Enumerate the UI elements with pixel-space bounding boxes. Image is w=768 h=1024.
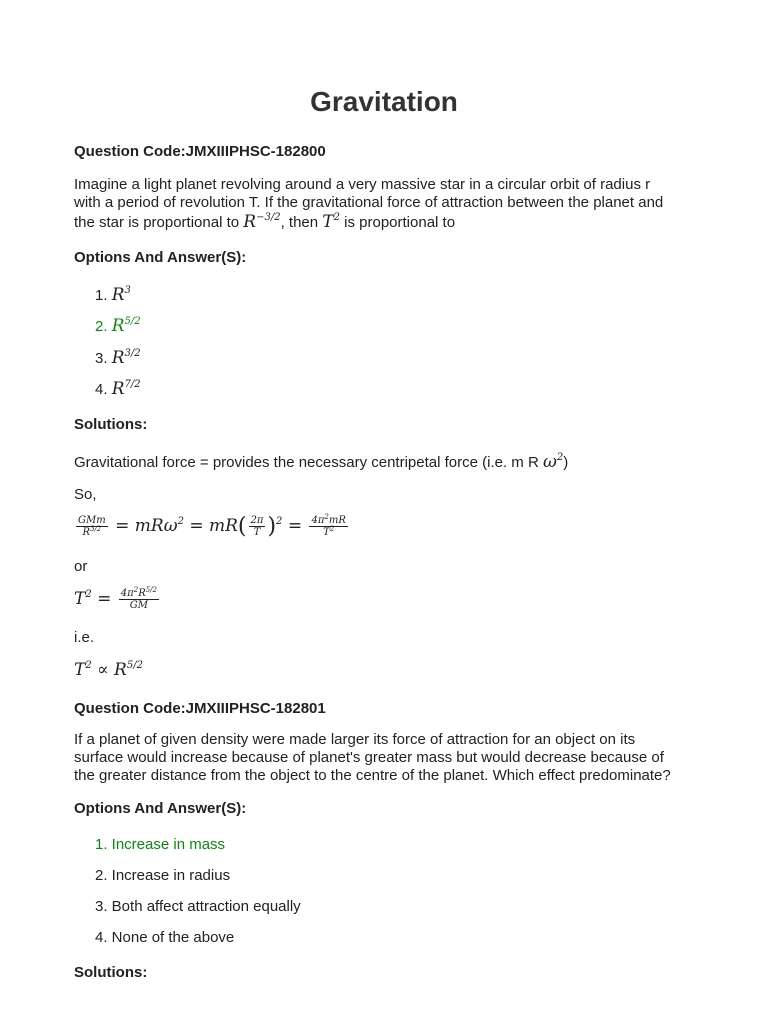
question-2-line-3: the greater distance from the object to the centre of the planet. Which effect predominate? bbox=[74, 767, 671, 784]
solution-ie: i.e. bbox=[74, 629, 95, 646]
formula-r-power: $R^{-3/2}$ bbox=[243, 212, 281, 232]
question-2-text bbox=[74, 731, 704, 785]
question-1-line-3-post: is proportional to bbox=[339, 214, 456, 231]
option-exponent: 7/2 bbox=[124, 379, 141, 390]
option-number: 3. bbox=[95, 350, 108, 367]
question-1-text bbox=[74, 176, 704, 232]
option-3: 3. Both affect attraction equally bbox=[95, 898, 301, 915]
question-code-1: Question Code:JMXIIIPHSC-182800 bbox=[74, 143, 326, 160]
formula-t-squared: $T^2$ bbox=[322, 212, 340, 232]
option-3 bbox=[95, 348, 141, 368]
option-1 bbox=[95, 285, 131, 305]
option-base: R bbox=[111, 379, 125, 399]
question-1-line-1: Imagine a light planet revolving around a very massive star in a circular orbit of radius r bbox=[74, 176, 651, 193]
solution-line-1: Gravitational force = provides the necessary centripetal force (i.e. m R $\omega^2$) bbox=[74, 452, 569, 472]
option-4 bbox=[95, 379, 141, 399]
question-1-line-3 bbox=[74, 213, 704, 232]
option-2: 2. Increase in radius bbox=[95, 867, 231, 884]
option-exponent: 5/2 bbox=[124, 316, 141, 327]
solution-so: So, bbox=[74, 486, 97, 503]
options-heading-1: Options And Answer(S): bbox=[74, 249, 247, 266]
equation-t-squared: $T^2$ = $\frac{4\pi^2R^{5/2}}{GM}$ bbox=[74, 586, 157, 611]
options-heading-2: Options And Answer(S): bbox=[74, 800, 247, 817]
question-2-line-2: surface would increase because of planet's greater mass but would decrease because of bbox=[74, 749, 664, 766]
option-number: 1. bbox=[95, 287, 108, 304]
option-base: R bbox=[111, 348, 125, 368]
question-code-2: Question Code:JMXIIIPHSC-182801 bbox=[74, 700, 326, 717]
option-number: 4. bbox=[95, 381, 108, 398]
option-2-correct bbox=[95, 316, 141, 336]
question-1-line-3-pre: the star is proportional to bbox=[74, 214, 244, 231]
option-number: 2. bbox=[95, 318, 108, 335]
equation-force-balance: $\frac{\text{GMm}}{R^{3/2}}$ = mRω$^2$ = mR( $\frac{2\pi}{T}$ )$^2$ = $\frac{4\pi^2mR}{T^2}$ bbox=[78, 513, 346, 539]
option-4: 4. None of the above bbox=[95, 929, 235, 946]
option-base: R bbox=[111, 316, 125, 336]
equation-proportional: $T^2 \propto R^{5/2}$ bbox=[74, 660, 143, 680]
question-2-line-1: If a planet of given density were made larger its force of attraction for an object on its bbox=[74, 731, 636, 748]
option-base: R bbox=[111, 285, 125, 305]
page-title: Gravitation bbox=[310, 86, 458, 117]
option-exponent: 3 bbox=[124, 285, 131, 296]
question-1-line-2: with a period of revolution T. If the gravitational force of attraction between the planet and bbox=[74, 194, 664, 211]
option-1-correct: 1. Increase in mass bbox=[95, 836, 226, 853]
option-exponent: 3/2 bbox=[124, 348, 141, 359]
formula-omega-squared: $\omega^2$ bbox=[542, 452, 564, 472]
question-1-line-3-mid: , then bbox=[280, 214, 323, 231]
solution-or: or bbox=[74, 558, 88, 575]
solutions-heading-2: Solutions: bbox=[74, 964, 148, 981]
solutions-heading-1: Solutions: bbox=[74, 416, 148, 433]
